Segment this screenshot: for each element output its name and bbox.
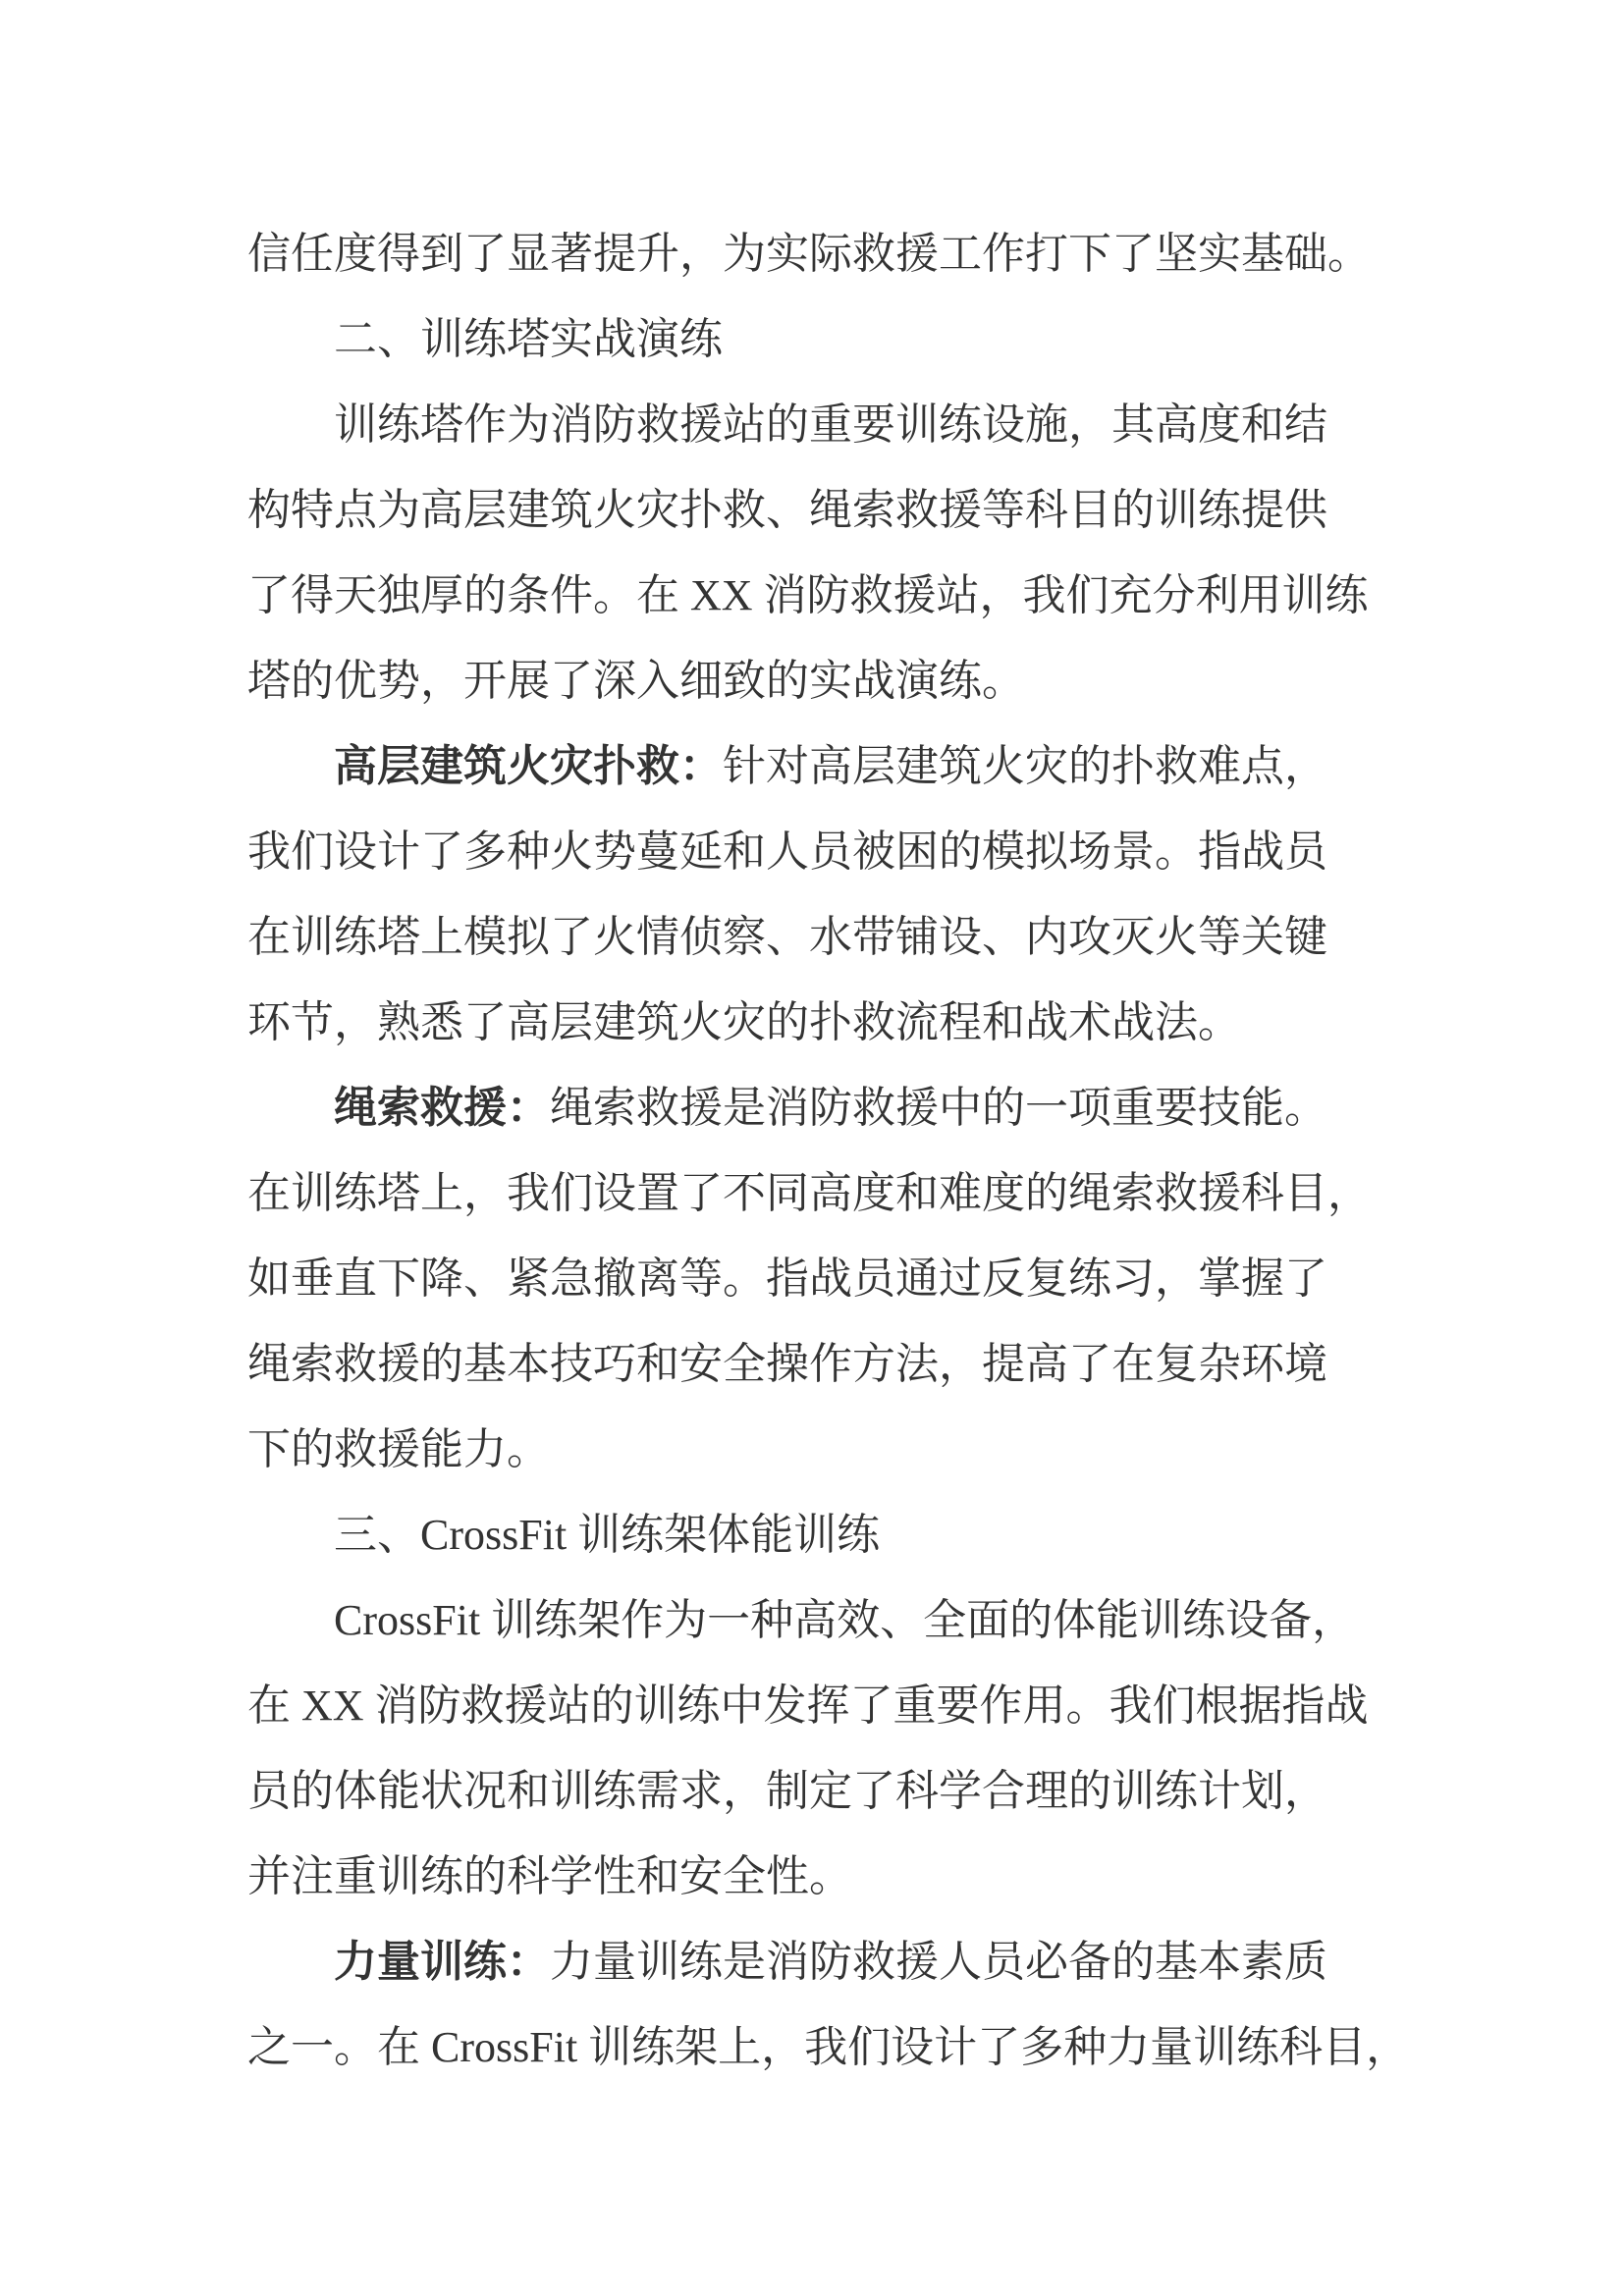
text-line — [247, 467, 1445, 553]
line-text: 在训练塔上，我们设置了不同高度和难度的绳索救援科目， — [247, 1169, 1371, 1217]
text-line — [247, 2004, 1445, 2090]
document-page — [247, 211, 1445, 2090]
line-text: 二、训练塔实战演练 — [334, 315, 723, 363]
text-line — [247, 211, 1445, 296]
line-text: 塔的优势，开展了深入细致的实战演练。 — [247, 657, 1025, 705]
line-text: 构特点为高层建筑火灾扑救、绳索救援等科目的训练提供 — [247, 486, 1327, 534]
text-line — [247, 980, 1445, 1065]
text-line — [247, 638, 1445, 723]
bold-heading: 高层建筑火灾扑救： — [334, 742, 723, 790]
bold-heading: 绳索救援： — [334, 1084, 550, 1132]
line-text: 针对高层建筑火灾的扑救难点， — [723, 742, 1327, 790]
line-text: 我们设计了多种火势蔓延和人员被困的模拟场景。指战员 — [247, 828, 1327, 876]
text-line — [247, 1919, 1445, 2004]
text-line — [247, 382, 1445, 467]
text-line — [247, 894, 1445, 980]
text-line — [247, 1065, 1445, 1150]
text-line — [247, 1236, 1445, 1321]
text-line — [247, 1663, 1445, 1748]
line-text: 环节，熟悉了高层建筑火灾的扑救流程和战术战法。 — [247, 998, 1241, 1046]
line-text: 了得天独厚的条件。在 XX 消防救援站，我们充分利用训练 — [247, 571, 1369, 619]
text-line — [247, 1577, 1445, 1663]
line-text: 绳索救援的基本技巧和安全操作方法，提高了在复杂环境 — [247, 1340, 1327, 1388]
text-line — [247, 553, 1445, 638]
line-text: 员的体能状况和训练需求，制定了科学合理的训练计划， — [247, 1767, 1327, 1815]
line-text: 之一。在 CrossFit 训练架上，我们设计了多种力量训练科目， — [247, 2023, 1410, 2071]
text-line — [247, 1834, 1445, 1919]
text-line — [247, 723, 1445, 809]
text-line — [247, 1748, 1445, 1834]
bold-heading: 力量训练： — [334, 1938, 550, 1986]
text-line — [247, 1150, 1445, 1236]
line-text: 下的救援能力。 — [247, 1425, 550, 1473]
line-text: 力量训练是消防救援人员必备的基本素质 — [550, 1938, 1327, 1986]
line-text: CrossFit 训练架作为一种高效、全面的体能训练设备， — [334, 1596, 1356, 1644]
text-line — [247, 809, 1445, 894]
line-text: 在训练塔上模拟了火情侦察、水带铺设、内攻灭火等关键 — [247, 913, 1327, 961]
text-line — [247, 1321, 1445, 1407]
line-text: 在 XX 消防救援站的训练中发挥了重要作用。我们根据指战 — [247, 1682, 1369, 1730]
line-text: 并注重训练的科学性和安全性。 — [247, 1852, 852, 1900]
line-text: 如垂直下降、紧急撤离等。指战员通过反复练习，掌握了 — [247, 1255, 1327, 1303]
text-line — [247, 1492, 1445, 1577]
text-line — [247, 296, 1445, 382]
line-text: 绳索救援是消防救援中的一项重要技能。 — [550, 1084, 1327, 1132]
text-line — [247, 1407, 1445, 1492]
line-text: 训练塔作为消防救援站的重要训练设施，其高度和结 — [334, 400, 1327, 449]
line-text: 三、CrossFit 训练架体能训练 — [334, 1511, 881, 1559]
line-text: 信任度得到了显著提升，为实际救援工作打下了坚实基础。 — [247, 230, 1371, 278]
